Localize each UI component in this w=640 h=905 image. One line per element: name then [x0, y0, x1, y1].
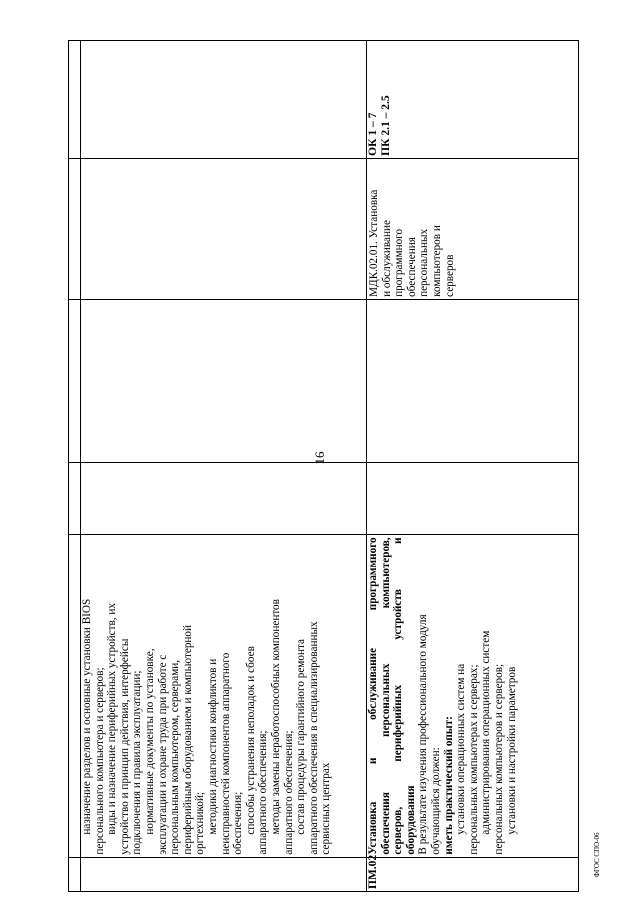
practice-line: персональных компьютеров и серверов; [492, 663, 505, 855]
description-line: обеспечения; [232, 791, 245, 855]
cell-code-top [69, 857, 81, 891]
description-line: устройство и принцип действия, интерфейсы [118, 638, 131, 855]
cell-description [81, 535, 367, 857]
description-line: периферийным оборудованием и компьютерной [181, 625, 194, 855]
practice-line: персональных компьютерах и серверах; [467, 664, 480, 855]
cell-competencies [81, 41, 367, 159]
cell-empty-top [69, 463, 81, 535]
description-line: состав процедуры гарантийного ремонта [295, 639, 308, 835]
cell-empty [367, 463, 579, 535]
description-line: аппаратного обеспечения; [282, 730, 295, 855]
description-line: методики диагностики конфликтов и [206, 658, 219, 835]
mdk-line: серверов [443, 254, 456, 297]
curriculum-table [68, 40, 579, 892]
practice-heading: иметь практический опыт: [442, 716, 455, 855]
mdk-line: и обслуживание [380, 220, 393, 297]
cell-mdk-top [69, 158, 81, 299]
description-line: неисправностей компонентов аппаратного [219, 652, 232, 855]
page-number: 16 [312, 451, 327, 465]
practice-line: установки операционных систем на [455, 663, 468, 835]
cell-mdk [81, 158, 367, 299]
cell-desc-top [69, 535, 81, 857]
description-line: аппаратного обеспечения; [257, 730, 270, 855]
table-row-continuation-top [69, 41, 81, 892]
competency-line: ПК 2.1 – 2.5 [379, 95, 392, 156]
module-intro: В результате изучения профессионального модуля [417, 614, 430, 855]
mdk-line: МДК.02.01. Установка [368, 189, 380, 297]
cell-empty [81, 463, 367, 535]
description-line: персонального компьютера и серверов; [93, 667, 106, 855]
description-line: подключения и правила эксплуатации; [131, 670, 144, 855]
module-title-line: серверов, периферийных устройств и [392, 537, 405, 855]
cell-module-code: ПМ.02 [367, 857, 579, 891]
cell-blank-top [69, 299, 81, 462]
description-line: аппаратного обеспечения в специализированных [307, 621, 320, 855]
mdk-line: персональных [418, 228, 431, 297]
mdk-line: программного [393, 228, 406, 297]
description-line: нормативные документы по установке, [143, 648, 156, 835]
module-intro-2: обучающийся должен: [429, 747, 442, 855]
description-line: персональным компьютером, серверами, [169, 659, 182, 855]
table-row-pm02 [367, 41, 579, 892]
cell-blank [367, 299, 579, 462]
practice-line: администрирования операционных систем [480, 630, 493, 835]
mdk-line: компьютеров и [430, 225, 443, 297]
description-line: оргтехникой; [194, 791, 207, 855]
competency-line: ОК 1 – 7 [367, 112, 379, 156]
practice-line: установки и настройки параметров [505, 666, 518, 835]
description-line: сервисных центрах [320, 762, 333, 855]
description-line: способы устранения неполадок и сбоев [244, 646, 257, 835]
module-title-line: Установка и обслуживание программного [367, 537, 379, 855]
cell-code [81, 857, 367, 891]
description-line: эксплуатации и охране труда при работе с [156, 654, 169, 855]
cell-mdk-course [367, 158, 579, 299]
rotated-table-container [68, 40, 578, 892]
description-line: методы замены неработоспособных компонентов [269, 599, 282, 835]
cell-blank [81, 299, 367, 462]
mdk-line: обеспечения [405, 237, 418, 297]
cell-comp-top [69, 41, 81, 159]
cell-module-description [367, 535, 579, 857]
table-row-knowledge [81, 41, 367, 892]
description-line: виды и назначение периферийных устройств, их [106, 603, 119, 835]
module-title-line: обеспечения персональных компьютеров, [379, 537, 392, 855]
footer-standard-mark: ФГОС СПО-06 [593, 832, 601, 878]
module-title-line: оборудования [404, 785, 417, 855]
cell-competencies [367, 41, 579, 159]
description-line: назначение разделов и основные установки BIOS [81, 598, 93, 835]
